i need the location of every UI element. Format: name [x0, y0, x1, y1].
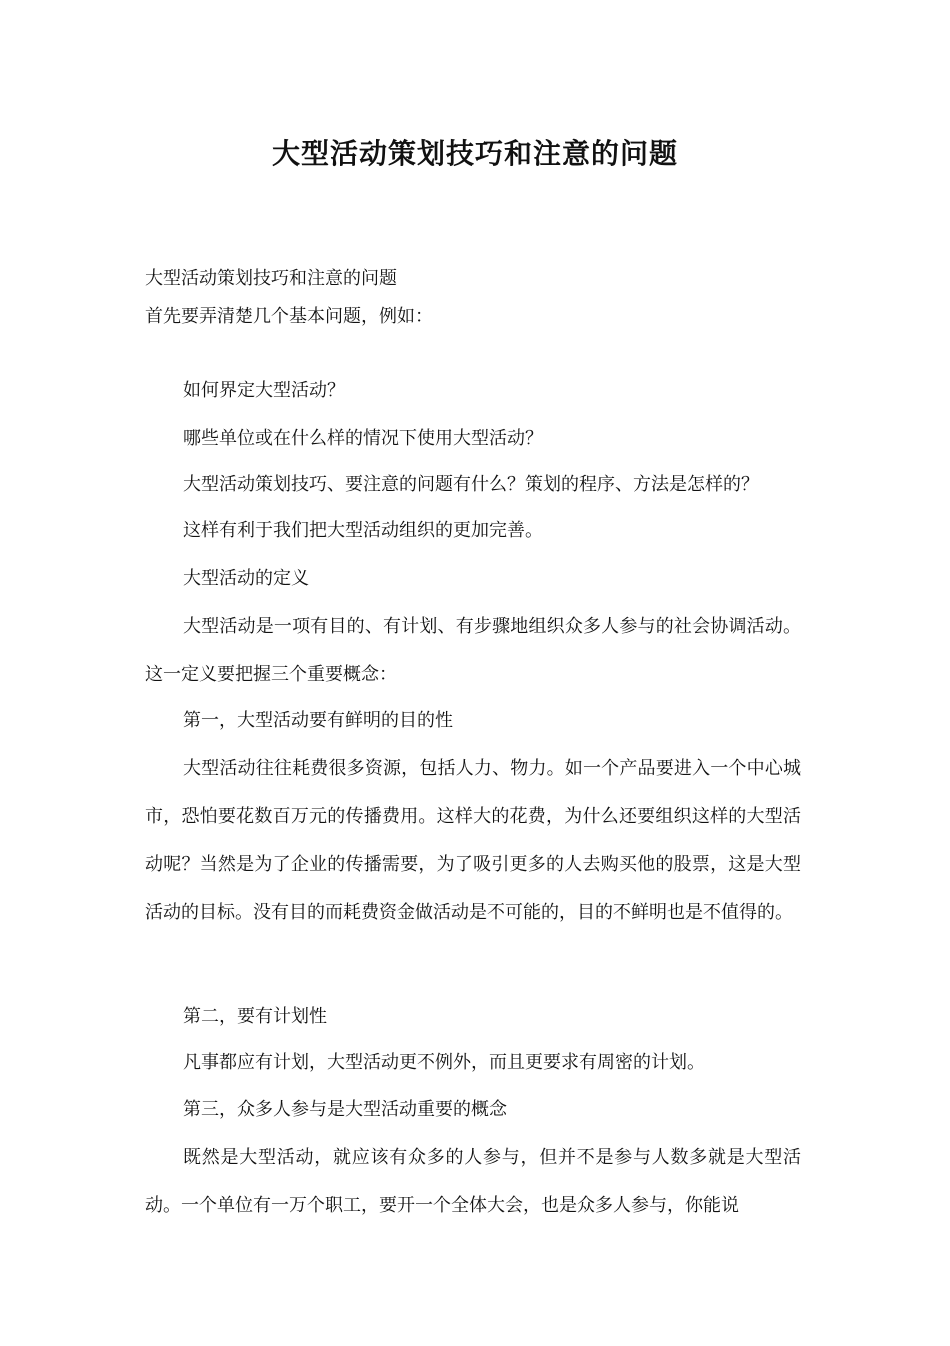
point3-heading: 第三，众多人参与是大型活动重要的概念: [183, 1099, 507, 1120]
point2-heading: 第二，要有计划性: [183, 1006, 327, 1027]
point1-heading: 第一，大型活动要有鲜明的目的性: [183, 710, 453, 731]
intro-line-2: 首先要弄清楚几个基本问题，例如：: [145, 306, 433, 327]
question-2: 哪些单位或在什么样的情况下使用大型活动？: [183, 428, 543, 449]
section-heading: 大型活动的定义: [183, 568, 309, 589]
definition-paragraph: 大型活动是一项有目的、有计划、有步骤地组织众多人参与的社会协调活动。这一定义要把握三个重要概念：: [145, 616, 801, 685]
question-3: 大型活动策划技巧、要注意的问题有什么？策划的程序、方法是怎样的？: [183, 474, 759, 495]
intro-line-1: 大型活动策划技巧和注意的问题: [145, 268, 397, 289]
document-title: 大型活动策划技巧和注意的问题: [271, 137, 678, 170]
question-4: 这样有利于我们把大型活动组织的更加完善。: [183, 520, 543, 541]
point2-paragraph: 凡事都应有计划，大型活动更不例外，而且更要求有周密的计划。: [183, 1052, 705, 1073]
point1-paragraph: 大型活动往往耗费很多资源，包括人力、物力。如一个产品要进入一个中心城市，恐怕要花数百万元的传播费用。这样大的花费，为什么还要组织这样的大型活动呢？当然是为了企业的传播需要，为了吸引更多的人去购买他的股票，这是大型活动的目标。没有目的而耗费资金做活动是不可能的，目的不鲜明也是不值得的。: [145, 758, 801, 923]
point3-paragraph: 既然是大型活动，就应该有众多的人参与，但并不是参与人数多就是大型活动。一个单位有一万个职工，要开一个全体大会，也是众多人参与，你能说: [145, 1147, 801, 1216]
question-1: 如何界定大型活动？: [183, 380, 345, 401]
